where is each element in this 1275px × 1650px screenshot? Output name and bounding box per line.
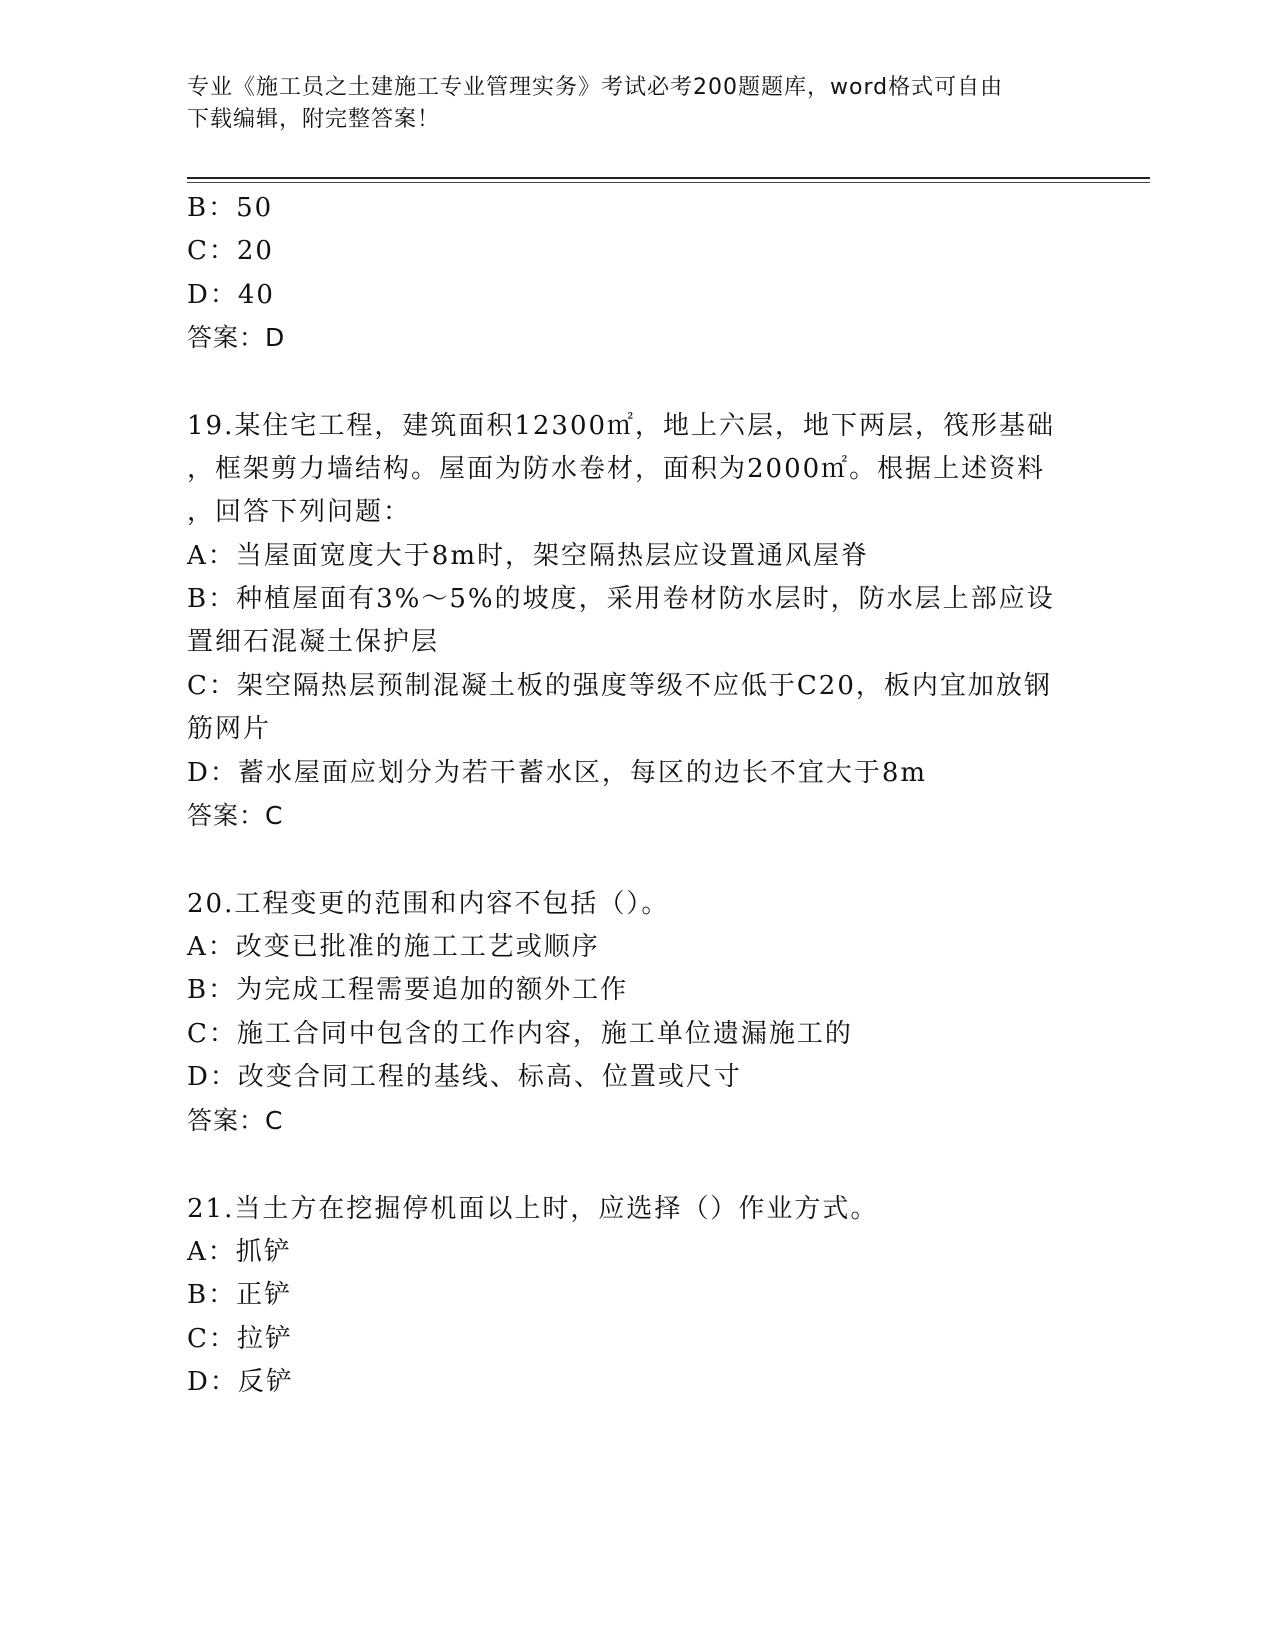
q19-option-d: D：蓄水屋面应划分为若干蓄水区，每区的边长不宜大于8m: [187, 758, 928, 788]
header-line-2: 下载编辑，附完整答案！: [187, 107, 441, 132]
header-divider-thin: [187, 182, 1150, 183]
q18-option-c: C：20: [187, 236, 274, 266]
q20-option-d: D：改变合同工程的基线、标高、位置或尺寸: [187, 1062, 742, 1092]
q20-option-c: C：施工合同中包含的工作内容，施工单位遗漏施工的: [187, 1019, 853, 1049]
q21-option-a: A：抓铲: [187, 1237, 292, 1267]
q19-stem-line-3: ，回答下列问题：: [187, 497, 412, 527]
q19-option-c-line-1: C：架空隔热层预制混凝土板的强度等级不应低于C20，板内宜加放钢: [187, 671, 1052, 701]
q21-option-b: B：正铲: [187, 1280, 293, 1310]
q20-option-b: B：为完成工程需要追加的额外工作: [187, 975, 629, 1005]
q20-stem: 20.工程变更的范围和内容不包括（）。: [187, 889, 670, 919]
q18-option-d: D：40: [187, 280, 275, 310]
q20-answer: 答案：C: [187, 1106, 284, 1135]
q19-option-a: A：当屋面宽度大于8m时，架空隔热层应设置通风屋脊: [187, 541, 869, 571]
q21-option-c: C：拉铲: [187, 1324, 293, 1354]
q21-stem: 21.当土方在挖掘停机面以上时，应选择（）作业方式。: [187, 1194, 879, 1224]
document-header: [187, 72, 1067, 136]
q19-option-b-line-2: 置细石混凝土保护层: [187, 627, 440, 657]
q19-option-c-line-2: 筋网片: [187, 714, 272, 744]
q18-option-b: B：50: [187, 193, 274, 223]
q19-answer: 答案：C: [187, 801, 284, 830]
q19-stem-line-2: ，框架剪力墙结构。屋面为防水卷材，面积为2000㎡。根据上述资料: [187, 454, 1046, 484]
header-line-1: 专业《施工员之土建施工专业管理实务》考试必考200题题库，word格式可自由: [187, 75, 1004, 100]
header-divider-thick: [187, 177, 1150, 179]
q21-option-d: D：反铲: [187, 1367, 294, 1397]
q19-option-b-line-1: B：种植屋面有3%～5%的坡度，采用卷材防水层时，防水层上部应设: [187, 584, 1055, 614]
q19-stem-line-1: 19.某住宅工程，建筑面积12300㎡，地上六层，地下两层，筏形基础: [187, 411, 1056, 441]
q18-answer: 答案：D: [187, 323, 286, 352]
q20-option-a: A：改变已批准的施工工艺或顺序: [187, 932, 600, 962]
